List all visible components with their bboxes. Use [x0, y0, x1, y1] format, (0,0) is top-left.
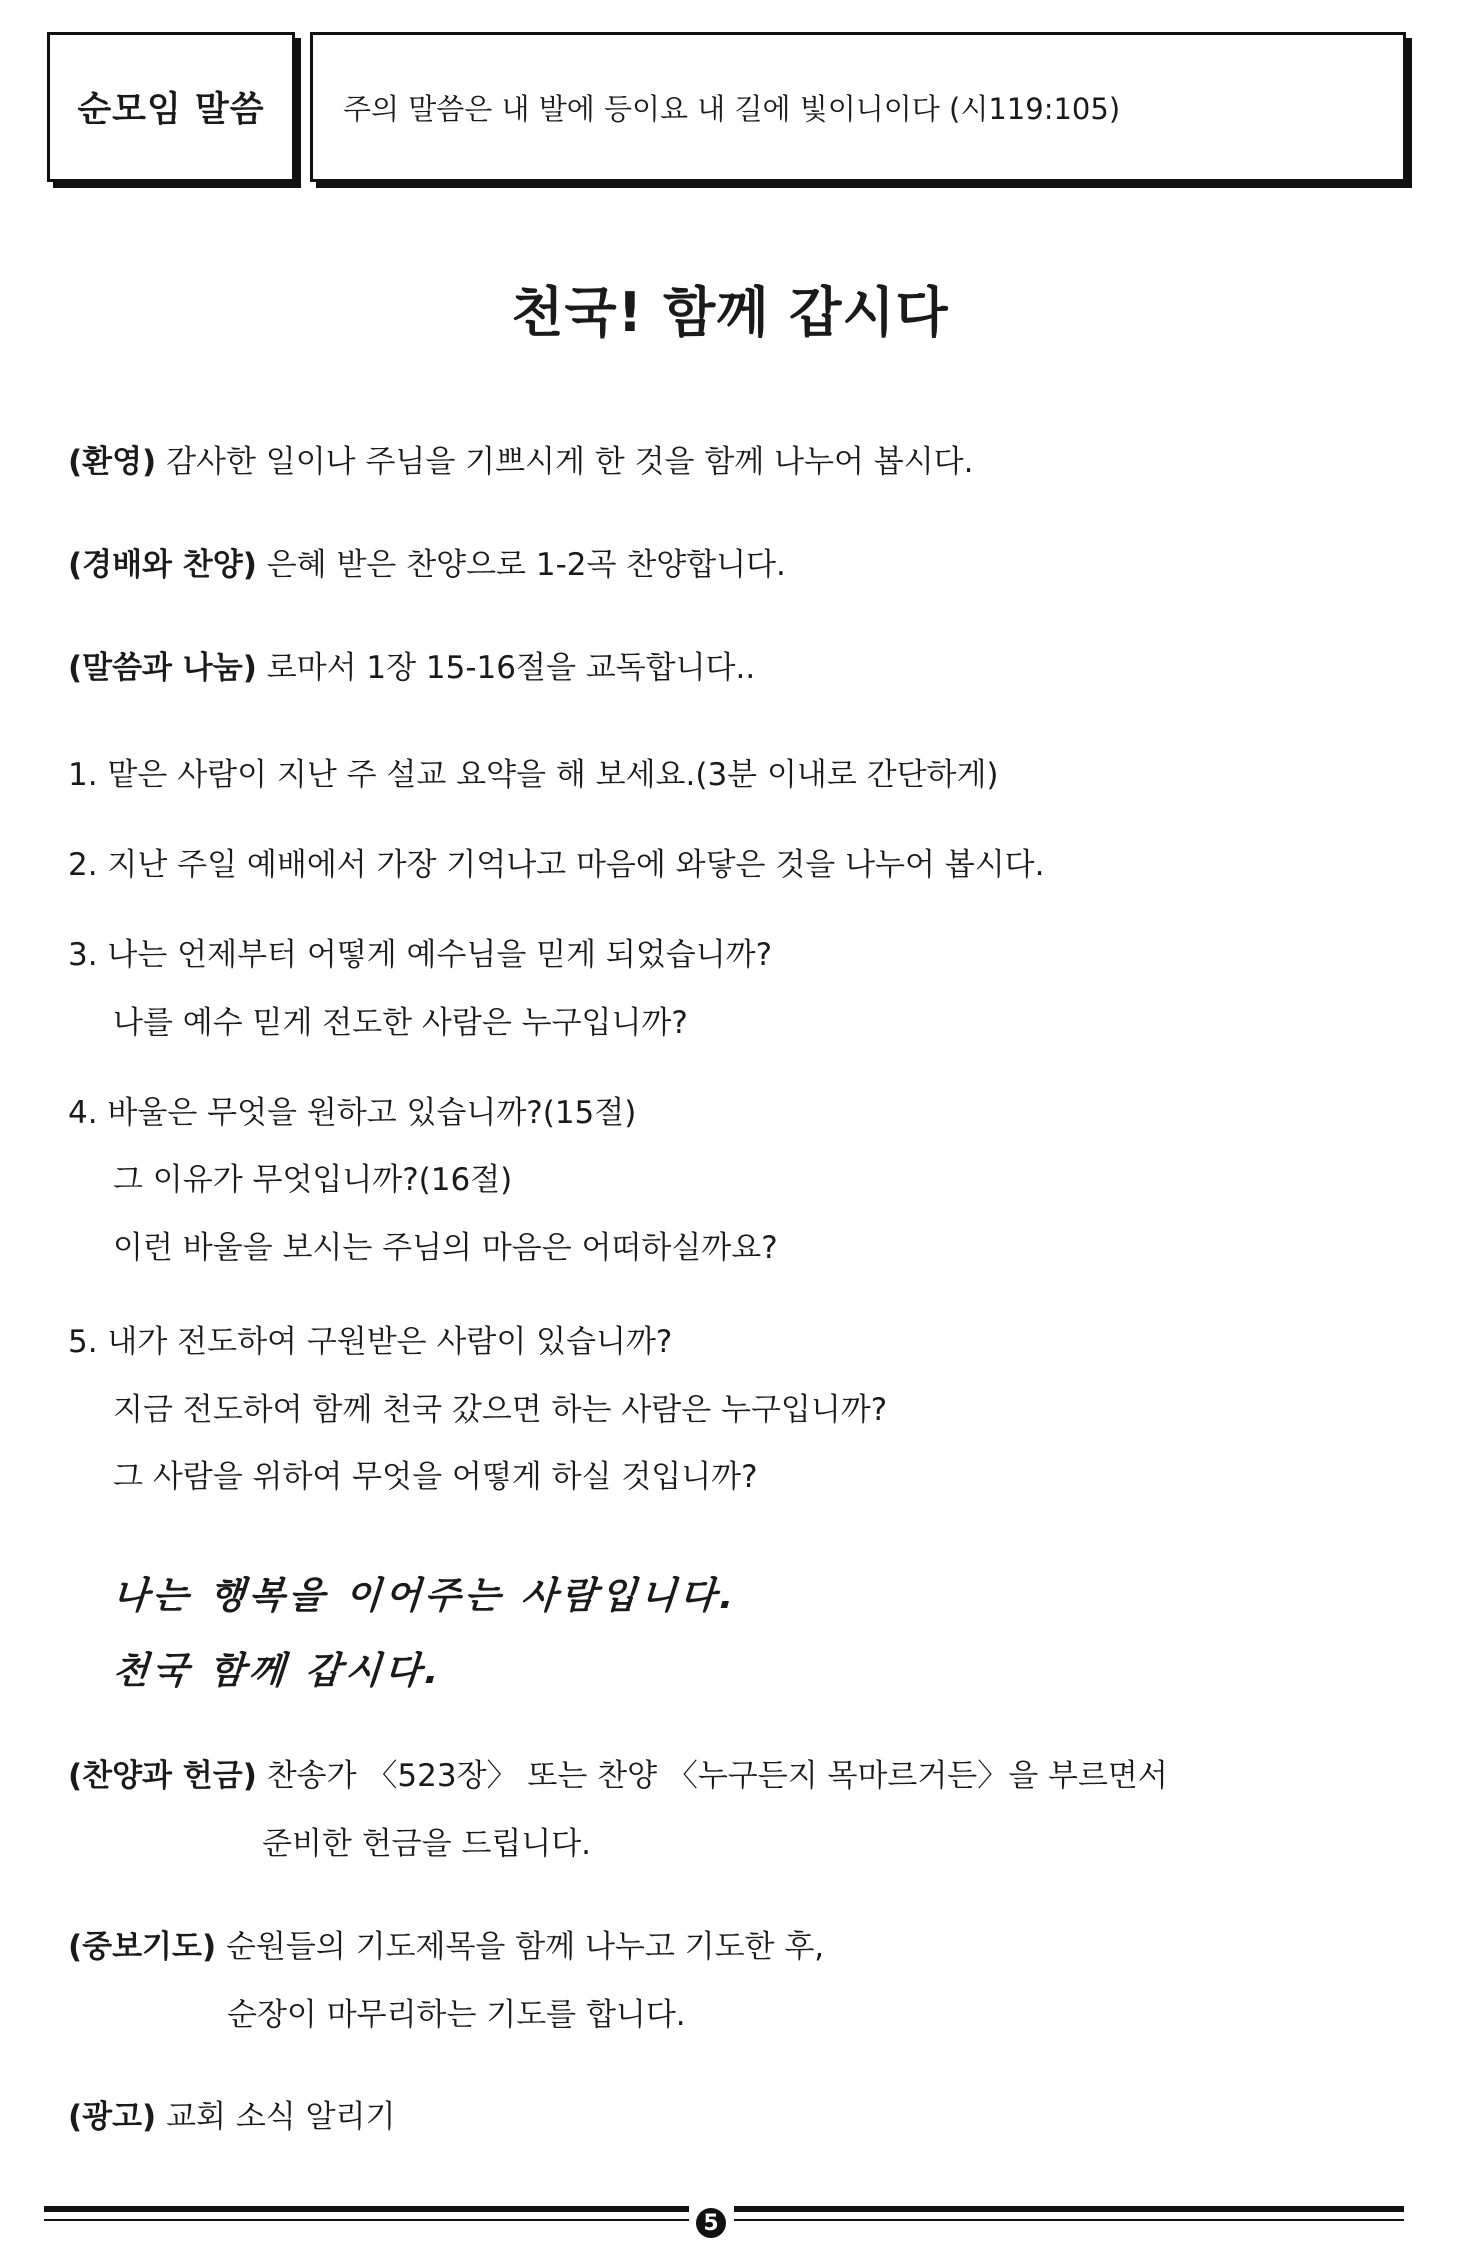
verse-text: 주의 말씀은 내 발에 등이요 내 길에 빛이니이다 (시119:105)	[343, 91, 1121, 126]
prayer-tag: (중보기도)	[68, 1929, 217, 1965]
offering-line	[68, 1758, 1168, 1794]
word-line	[68, 650, 756, 686]
question-1: 1. 맡은 사람이 지난 주 설교 요약을 해 보세요.(3분 이내로 간단하게)	[68, 757, 999, 793]
footer-rule-left-thick	[44, 2206, 689, 2212]
question-4-line-2: 그 이유가 무엇입니까?(16절)	[113, 1162, 513, 1198]
section-label: 순모임 말씀	[77, 90, 265, 130]
offering-text: 찬송가 〈523장〉 또는 찬양 〈누구든지 목마르거든〉을 부르면서	[256, 1758, 1168, 1794]
footer-rule-left-thin	[44, 2219, 689, 2221]
question-4: 4. 바울은 무엇을 원하고 있습니까?(15절)	[68, 1095, 637, 1131]
welcome-line	[68, 444, 974, 480]
motto-line-1: 나는 행복을 이어주는 사람입니다.	[111, 1574, 740, 1617]
question-3-line-2: 나를 예수 믿게 전도한 사람은 누구입니까?	[113, 1005, 688, 1041]
footer-rule-right-thick	[734, 2206, 1404, 2212]
welcome-tag: (환영)	[68, 444, 157, 480]
worship-tag: (경배와 찬양)	[68, 547, 257, 583]
prayer-text: 순원들의 기도제목을 함께 나누고 기도한 후,	[216, 1929, 825, 1965]
question-3: 3. 나는 언제부터 어떻게 예수님을 믿게 되었습니까?	[68, 937, 773, 973]
worship-line	[68, 547, 786, 583]
offering-tag: (찬양과 헌금)	[68, 1758, 257, 1794]
prayer-line	[68, 1929, 825, 1965]
word-tag: (말씀과 나눔)	[68, 650, 257, 686]
page-title: 천국! 함께 갑시다	[511, 281, 949, 344]
notice-text: 교회 소식 알리기	[156, 2099, 396, 2135]
question-4-line-3: 이런 바울을 보시는 주님의 마음은 어떠하실까요?	[113, 1230, 778, 1266]
question-2: 2. 지난 주일 예배에서 가장 기억나고 마음에 와닿은 것을 나누어 봅시다.	[68, 847, 1045, 883]
motto-line-2: 천국 함께 갑시다.	[111, 1649, 445, 1692]
prayer-line-2: 순장이 마무리하는 기도를 합니다.	[227, 1997, 686, 2033]
page-number-badge: 5	[696, 2208, 726, 2238]
worship-text: 은혜 받은 찬양으로 1-2곡 찬양합니다.	[256, 547, 786, 583]
welcome-text: 감사한 일이나 주님을 기쁘시게 한 것을 함께 나누어 봅시다.	[156, 444, 974, 480]
section-label-box	[47, 32, 295, 182]
word-text: 로마서 1장 15-16절을 교독합니다..	[256, 650, 756, 686]
notice-tag: (광고)	[68, 2099, 157, 2135]
question-5: 5. 내가 전도하여 구원받은 사람이 있습니까?	[68, 1324, 673, 1360]
question-5-line-3: 그 사람을 위하여 무엇을 어떻게 하실 것입니까?	[113, 1459, 758, 1495]
footer-rule-right-thin	[734, 2219, 1404, 2221]
verse-box	[310, 32, 1406, 182]
notice-line	[68, 2099, 396, 2135]
offering-line-2: 준비한 헌금을 드립니다.	[262, 1826, 592, 1862]
question-5-line-2: 지금 전도하여 함께 천국 갔으면 하는 사람은 누구입니까?	[113, 1392, 888, 1428]
